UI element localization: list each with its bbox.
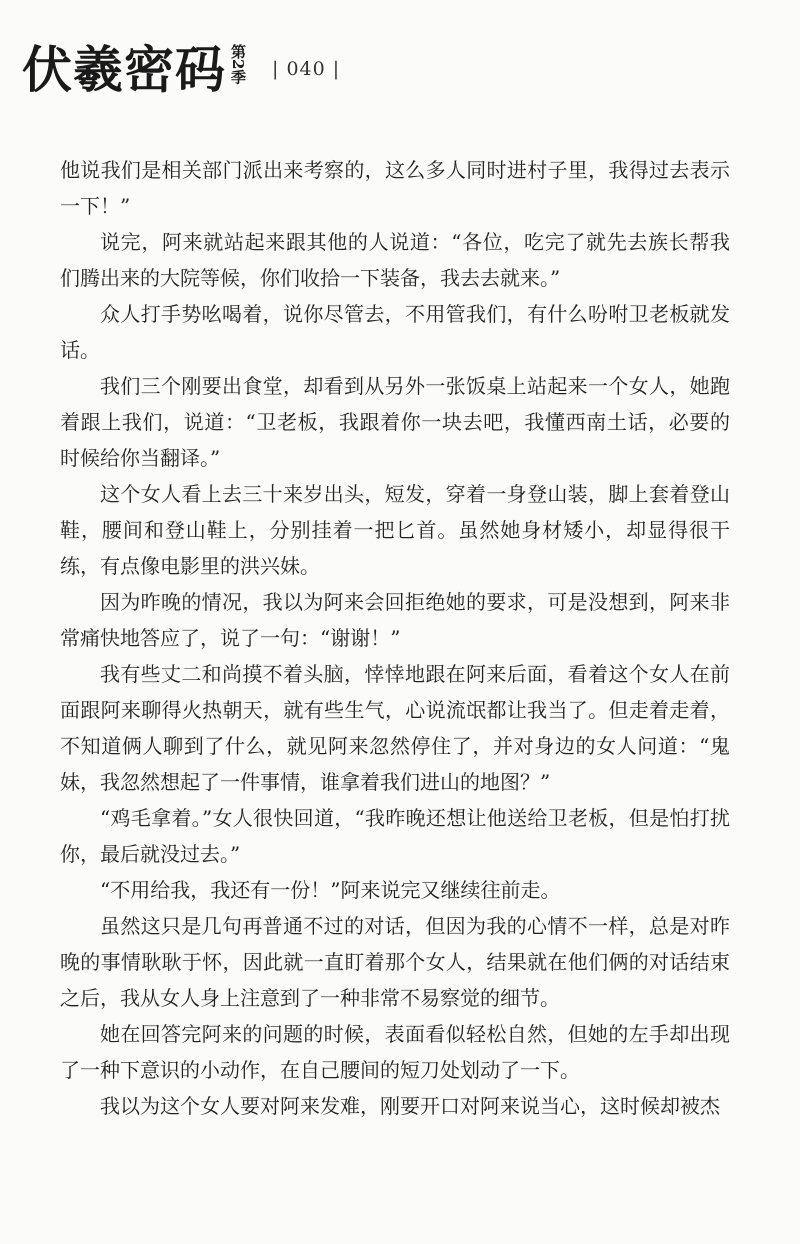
paragraph: 众人打手势吆喝着，说你尽管去，不用管我们，有什么吩咐卫老板就发话。 xyxy=(60,302,730,362)
paragraph: 我们三个刚要出食堂，却看到从另外一张饭桌上站起来一个女人，她跑着跟上我们，说道：“卫老板，我跟着你一块去吧，我懂西南土话，必要的时候给你当翻译。” xyxy=(60,374,730,470)
paragraph: 我以为这个女人要对阿来发难，刚要开口对阿来说当心，这时候却被杰 xyxy=(100,1094,720,1118)
page-header xyxy=(22,38,340,102)
paragraph: 她在回答完阿来的问题的时候，表面看似轻松自然，但她的左手却出现了一种下意识的小动作，在自己腰间的短刀处划动了一下。 xyxy=(60,1022,730,1082)
paragraph: 他说我们是相关部门派出来考察的，这么多人同时进村子里，我得过去表示一下！” xyxy=(60,158,730,218)
paragraph: 虽然这只是几句再普通不过的对话，但因为我的心情不一样，总是对昨晚的事情耿耿于怀，因此就一直盯着那个女人，结果就在他们俩的对话结束之后，我从女人身上注意到了一种非常不易察觉的细节。 xyxy=(60,914,730,1010)
season-label: 第2季 xyxy=(229,44,247,85)
page-body xyxy=(60,152,730,1124)
paragraph: 说完，阿来就站起来跟其他的人说道：“各位，吃完了就先去族长帮我们腾出来的大院等候，你们收拾一下装备，我去去就来。” xyxy=(60,230,730,290)
paragraph: 我有些丈二和尚摸不着头脑，悻悻地跟在阿来后面，看着这个女人在前面跟阿来聊得火热朝天，就有些生气，心说流氓都让我当了。但走着走着，不知道俩人聊到了什么，就见阿来忽然停住了，并对身边的女人问道：“鬼妹，我忽然想起了一件事情，谁拿着我们进山的地图？” xyxy=(60,662,730,794)
paragraph: 这个女人看上去三十来岁出头，短发，穿着一身登山装，脚上套着登山鞋，腰间和登山鞋上，分别挂着一把匕首。虽然她身材矮小，却显得很干练，有点像电影里的洪兴妹。 xyxy=(60,482,730,578)
paragraph: 因为昨晚的情况，我以为阿来会回拒绝她的要求，可是没想到，阿来非常痛快地答应了，说了一句：“谢谢！” xyxy=(60,590,730,650)
paragraph: “鸡毛拿着。”女人很快回道，“我昨晚还想让他送给卫老板，但是怕打扰你，最后就没过去。” xyxy=(60,806,730,866)
book-title: 伏羲密码 xyxy=(22,40,226,99)
page-number: | 040 | xyxy=(272,58,341,80)
paragraph: “不用给我，我还有一份！”阿来说完又继续往前走。 xyxy=(100,878,561,902)
